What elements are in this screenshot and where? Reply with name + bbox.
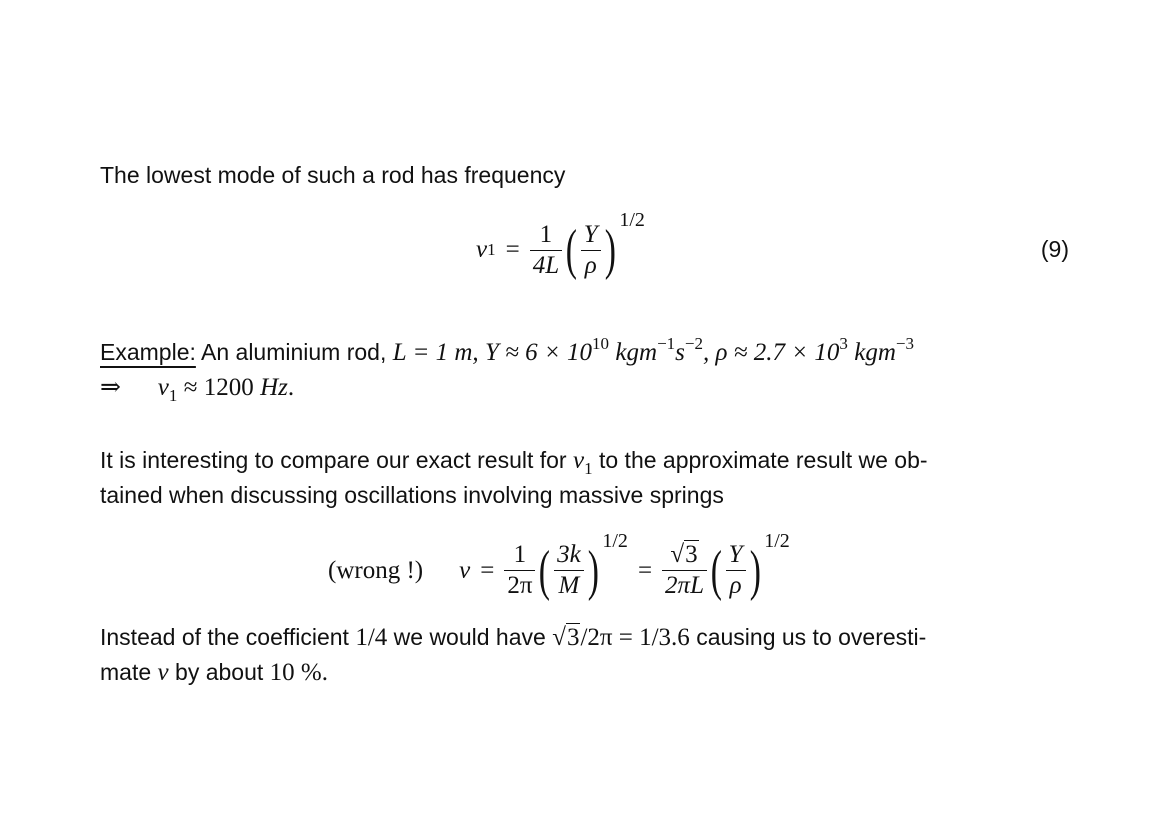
conclusion-paragraph — [100, 620, 1069, 690]
equation-number-9: (9) — [1040, 236, 1069, 262]
wrong-p1-num: 3k — [554, 540, 584, 571]
intro-paragraph — [100, 158, 1069, 193]
wrong-paren-1-left: ( — [539, 539, 551, 602]
compare-nu-sub: 1 — [584, 459, 593, 478]
conclusion-text-e: mate — [100, 659, 152, 685]
result-value: ≈ 1200 — [183, 374, 254, 401]
eq9-lhs: ν — [476, 236, 488, 263]
wrong-fraction-2 — [662, 540, 707, 601]
wrong-p2-num: Y — [726, 540, 746, 571]
eq9-exponent: 1/2 — [619, 209, 645, 231]
result-period: . — [287, 374, 295, 401]
conclusion-text-f: by about — [175, 659, 264, 685]
example-unit-exp1: −1 — [657, 334, 676, 353]
conclusion-coefficient: 1/4 — [355, 624, 388, 651]
compare-paragraph — [100, 443, 1069, 513]
conclusion-period: . — [321, 659, 328, 686]
example-param-Y-exp: 10 — [592, 334, 610, 353]
example-param-L: L = 1 m, — [392, 339, 479, 366]
example-label: Example: — [100, 339, 196, 365]
eq9-left-paren: ( — [565, 219, 578, 281]
wrong-lhs: ν — [459, 556, 471, 584]
example-rho-unit-exp: −3 — [895, 334, 914, 353]
wrong-f1-den: 2π — [507, 572, 533, 599]
conclusion-ratio: /2π = 1/3.6 — [580, 624, 690, 651]
example-text: An aluminium rod, — [201, 339, 387, 365]
example-unit-exp2: −2 — [684, 334, 703, 353]
eq9-inner-fraction — [581, 220, 601, 281]
result-unit: Hz — [260, 374, 288, 401]
conclusion-text-a: Instead of the coefficient — [100, 624, 349, 650]
conclusion-text-b: we would have — [393, 624, 546, 650]
wrong-f2-root: 3 — [685, 541, 698, 568]
compare-text-a: It is interesting to compare our exact result for — [100, 447, 567, 473]
equation-9: ν 1 = $\frac{1}{4L}$ ( $\frac{Y}{\rho}$ ) 1/2 — [476, 209, 645, 281]
example-param-rho-exp: 3 — [839, 334, 848, 353]
wrong-f1-num: 1 — [504, 540, 535, 571]
eq9-inner-den: ρ — [584, 251, 597, 279]
wrong-exponent-1: 1/2 — [602, 530, 628, 552]
intro-text: The lowest mode of such a rod has frequency — [100, 162, 566, 188]
conclusion-nu: ν — [157, 659, 169, 686]
wrong-fraction-1 — [504, 540, 535, 601]
wrong-f2-num: √3 — [662, 540, 707, 571]
result-nu: ν — [157, 374, 169, 401]
wrong-paren-2-right: ) — [749, 539, 761, 602]
implies-arrow: ⇒ — [100, 374, 121, 401]
wrong-exponent-2: 1/2 — [764, 530, 790, 552]
example-unit-s: s — [675, 339, 685, 366]
example-rho-unit: kgm — [854, 339, 896, 366]
conclusion-text-d: causing us to overesti- — [696, 624, 927, 650]
wrong-f2-den: 2πL — [665, 572, 704, 599]
eq9-equals: = — [505, 236, 520, 263]
example-param-Y: Y ≈ 6 × 10 — [485, 339, 593, 366]
example-param-rho: , ρ ≈ 2.7 × 10 — [703, 339, 840, 366]
eq9-fraction — [530, 220, 562, 281]
eq9-inner-num: Y — [581, 220, 601, 251]
wrong-equals-1: = — [480, 556, 495, 584]
wrong-inner-fraction-1 — [554, 540, 584, 601]
example-paragraph — [100, 335, 1069, 405]
conclusion-percent: 10 % — [269, 659, 322, 686]
compare-nu: ν — [572, 447, 585, 474]
wrong-paren-2-left: ( — [710, 539, 722, 602]
conclusion-root: 3 — [566, 624, 580, 651]
result-nu-sub: 1 — [168, 386, 178, 405]
conclusion-sqrt-expr: √3/2π = 1/3.6 — [552, 624, 690, 651]
compare-text-line2: tained when discussing oscillations involving massive springs — [100, 482, 724, 508]
eq9-frac-den: 4L — [532, 251, 560, 279]
wrong-inner-fraction-2 — [726, 540, 746, 601]
example-unit-kgm: kgm — [615, 339, 658, 366]
wrong-tag: (wrong !) — [328, 556, 424, 584]
wrong-p1-den: M — [558, 572, 580, 599]
compare-text-b: to the approximate result we ob- — [598, 447, 928, 473]
wrong-p2-den: ρ — [729, 572, 742, 599]
eq9-frac-num: 1 — [530, 220, 562, 251]
wrong-paren-1-right: ) — [587, 539, 599, 602]
eq9-right-paren: ) — [604, 219, 616, 281]
wrong-equals-2: = — [637, 556, 653, 584]
equation-wrong — [328, 528, 790, 613]
